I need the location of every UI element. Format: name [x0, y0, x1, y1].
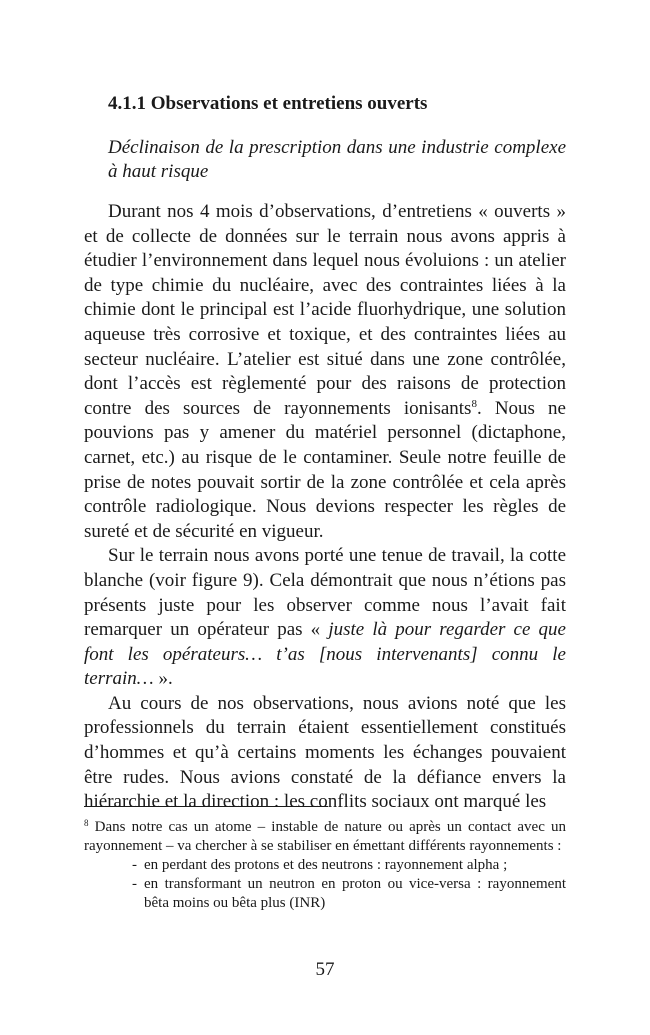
footnote-item-text: en transformant un neutron en proton ou vice-versa : rayonnement bêta moins ou bêta plus (INR) — [144, 876, 566, 911]
footnote-list-item — [132, 856, 566, 875]
paragraph-1-continuation: . Nous ne pouvions pas y amener du matériel personnel (dictaphone, carnet, etc.) au risque de le contaminer. Seule notre feuille de prise de notes pouvait sortir de la zone contrôlée et cela après contrôle radiologique. Nous devions respecter les règles de sureté et de sécurité en vigueur. — [84, 397, 566, 542]
paragraph-1-text: Durant nos 4 mois d’observations, d’entretiens « ouverts » et de collecte de données sur le terrain nous avons appris à étudier l’environnement dans lequel nous évoluions : un atelier de type chimie du nucléaire, avec des contraintes liées à la chimie dont le principal est l’acide fluorhydrique, une solution aqueuse très corrosive et toxique, et des contraintes liées au secteur nucléaire. L’atelier est situé dans une zone contrôlée, dont l’accès est règlementé pour des raisons de protection contre des sources de rayonnements ionisants — [84, 201, 566, 419]
list-dash: - — [132, 857, 137, 873]
operator-quote: juste là pour regarder ce que font les opérateurs… t’as [nous intervenants] connu le terrain… — [84, 619, 566, 690]
section-subtitle: Déclinaison de la prescription dans une industrie complexe à haut risque — [108, 137, 566, 182]
section-number: 4.1.1 — [108, 93, 146, 114]
section-heading — [108, 92, 568, 116]
footnote-separator — [84, 806, 328, 807]
paragraph-2-end: ». — [153, 668, 173, 690]
paragraph-2 — [84, 544, 566, 692]
footnote — [84, 818, 566, 913]
footnote-text — [84, 818, 566, 856]
section-title: Observations et entretiens ouverts — [150, 93, 428, 114]
footnote-body: Dans notre cas un atome – instable de nature ou après un contact avec un rayonnement – va chercher à se stabiliser en émettant différents rayonnements : — [84, 819, 566, 854]
footnote-item-text: en perdant des protons et des neutrons : rayonnement alpha ; — [144, 857, 508, 873]
footnote-reference: 8 — [471, 397, 477, 410]
body-text — [84, 200, 566, 815]
page-number: 57 — [315, 959, 335, 980]
paragraph-1 — [84, 200, 566, 544]
footnote-list — [84, 856, 566, 913]
footnote-list-item — [132, 875, 566, 913]
list-dash: - — [132, 876, 137, 892]
footnote-number: 8 — [84, 818, 89, 828]
paragraph-2-text: Sur le terrain nous avons porté une tenue de travail, la cotte blanche (voir figure 9). Cela démontrait que nous n’étions pas présents juste pour les observer comme nous l’avait fait remarquer un opérateur pas « — [84, 545, 566, 641]
paragraph-3: Au cours de nos observations, nous avions noté que les professionnels du terrain étaient essentiellement constitués d’hommes et qu’à certains moments les échanges pouvaient être rudes. Nous avions constaté de la défiance envers la hiérarchie et la direction : les conflits sociaux ont marqué les — [84, 692, 566, 813]
